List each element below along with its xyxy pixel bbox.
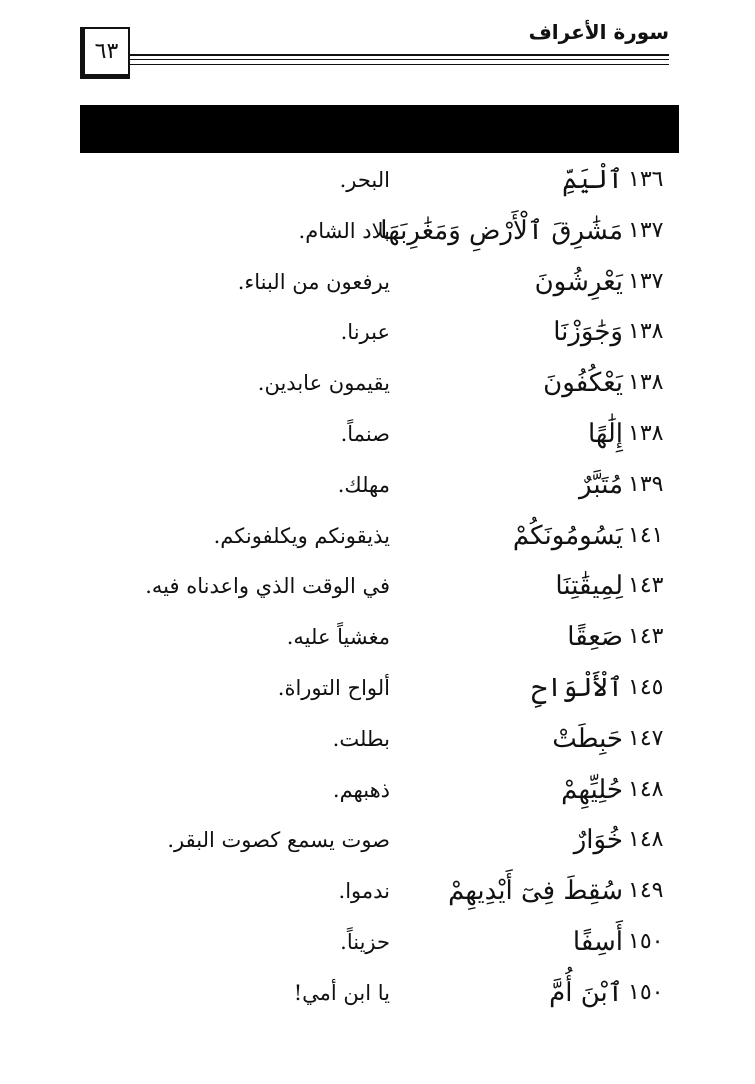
- verse-number: ١٣٩: [628, 471, 664, 497]
- quranic-word: حَبِطَتْ: [552, 723, 623, 754]
- glossary-row: [0, 663, 755, 713]
- word-meaning: يرفعون من البناء.: [237, 269, 390, 294]
- glossary-row: [0, 815, 755, 865]
- word-meaning: عبرنا.: [340, 320, 390, 345]
- quranic-word: وَجَٰوَزْنَا: [553, 317, 623, 348]
- word-meaning: يقيمون عابدين.: [257, 371, 390, 396]
- quranic-word: صَعِقًا: [567, 622, 623, 653]
- glossary-row: [0, 409, 755, 459]
- word-meaning: يذيقونكم ويكلفونكم.: [213, 523, 390, 548]
- word-meaning: البحر.: [339, 168, 390, 192]
- verse-number: ١٤٧: [628, 725, 664, 751]
- verse-number: ١٣٨: [628, 370, 664, 396]
- glossary-row: [0, 460, 755, 510]
- verse-number: ١٣٧: [628, 268, 664, 294]
- glossary-row: [0, 206, 755, 256]
- verse-number: ١٤٨: [628, 776, 664, 802]
- quranic-word: خُوَارٌ: [573, 825, 623, 856]
- glossary-row: [0, 866, 755, 916]
- glossary-row: [0, 714, 755, 764]
- verse-number: ١٤٣: [628, 624, 664, 650]
- quranic-word: مَشَٰرِقَ ٱلْأَرْضِ وَمَغَٰرِبَهَا: [380, 215, 623, 246]
- glossary-row: [0, 968, 755, 1018]
- word-meaning: مهلك.: [337, 472, 390, 497]
- glossary-row: [0, 561, 755, 611]
- verse-number: ١٤٨: [628, 827, 664, 853]
- quranic-word: يَسُومُونَكُمْ: [512, 520, 623, 551]
- verse-number: ١٣٧: [628, 217, 664, 243]
- quranic-word: ٱلْيَمِّ: [562, 165, 623, 195]
- glossary-row: [0, 257, 755, 307]
- quranic-word: يَعْكُفُونَ: [543, 368, 623, 399]
- glossary-row: [0, 511, 755, 561]
- word-meaning: ندموا.: [338, 879, 390, 904]
- glossary-row: [0, 917, 755, 967]
- glossary-row: [0, 155, 755, 205]
- verse-number: ١٤١: [628, 522, 664, 548]
- word-meaning: ألواح التوراة.: [277, 676, 390, 700]
- page-number: ٦٣: [94, 39, 119, 64]
- quranic-word: مُتَبَّرٌ: [579, 469, 623, 500]
- word-meaning: ذهبهم.: [332, 777, 390, 802]
- verse-number: ١٤٩: [628, 878, 664, 904]
- word-meaning: بطلت.: [332, 726, 390, 751]
- word-meaning: بلاد الشام.: [298, 218, 390, 243]
- glossary-row: [0, 765, 755, 815]
- verse-number: ١٣٨: [628, 421, 664, 446]
- verse-number: ١٣٦: [628, 167, 664, 192]
- quranic-word: ٱبْنَ أُمَّ: [549, 977, 623, 1008]
- glossary-row: [0, 307, 755, 357]
- glossary-row: [0, 358, 755, 408]
- verse-number: ١٥٠: [628, 929, 664, 954]
- verse-number: ١٣٨: [628, 319, 664, 345]
- verse-number: ١٥٠: [628, 979, 664, 1005]
- surah-title: سورة الأعراف: [528, 20, 669, 44]
- quranic-word: حُلِيِّهِمْ: [561, 774, 623, 805]
- word-meaning: صنماً.: [340, 422, 390, 446]
- word-meaning: في الوقت الذي واعدناه فيه.: [145, 574, 390, 599]
- word-meaning: مغشياً عليه.: [286, 625, 390, 650]
- page-number-box: [80, 27, 130, 79]
- verse-number: ١٤٥: [628, 675, 664, 700]
- quranic-word: لِمِيقَٰتِنَا: [555, 571, 623, 602]
- glossary-row: [0, 612, 755, 662]
- quranic-word: أَسِفًا: [572, 927, 623, 957]
- word-meaning: صوت يسمع كصوت البقر.: [167, 828, 390, 853]
- quranic-word: ٱلْأَلْوَاحِ: [531, 673, 623, 703]
- quranic-word: سُقِطَ فِىٓ أَيْدِيهِمْ: [448, 876, 623, 907]
- quranic-word: إِلَٰهًا: [587, 419, 623, 449]
- word-meaning: حزيناً.: [340, 930, 390, 954]
- verse-number: ١٤٣: [628, 573, 664, 599]
- quranic-word: يَعْرِشُونَ: [534, 266, 623, 297]
- word-meaning: يا ابن أمي!: [293, 980, 390, 1005]
